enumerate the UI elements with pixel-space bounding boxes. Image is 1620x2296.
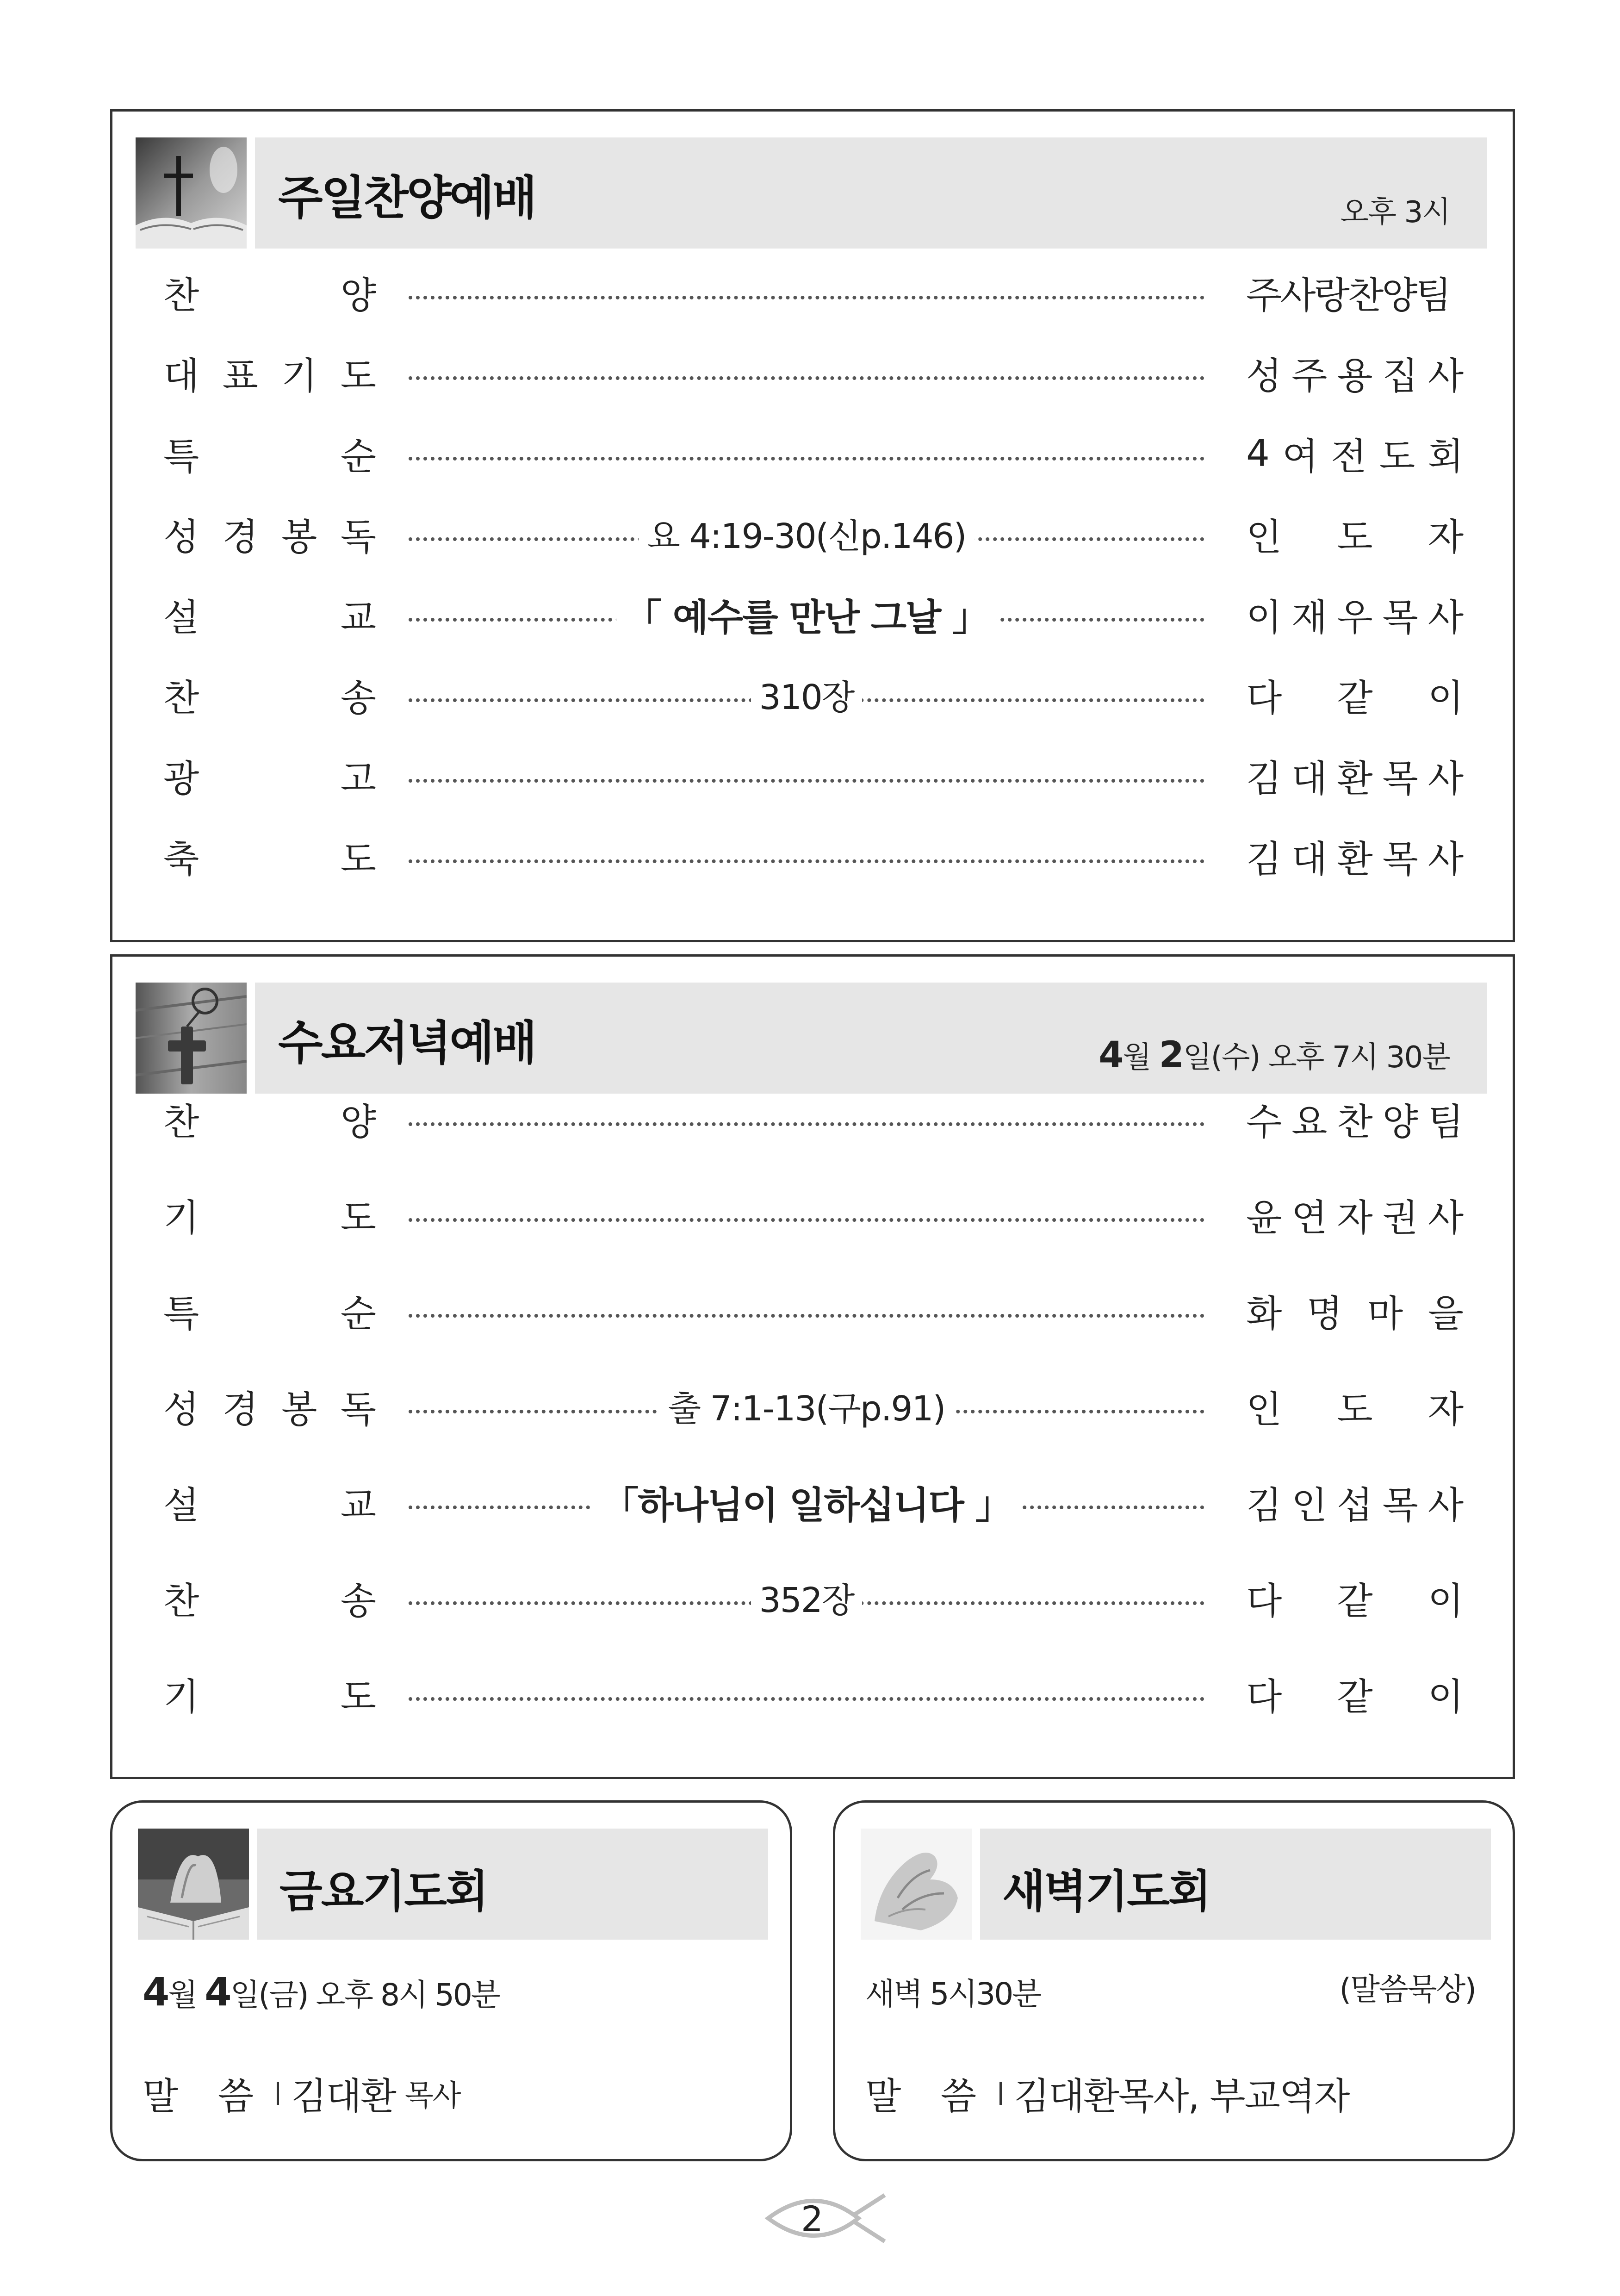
order-person-char: 자 — [1337, 1196, 1373, 1239]
order-person-char: 섭 — [1337, 1483, 1373, 1527]
divider-bar — [277, 2082, 279, 2105]
order-person-char: 환 — [1337, 837, 1373, 881]
order-person — [1246, 510, 1464, 557]
order-label-char: 순 — [340, 1292, 376, 1335]
rosary-cross-icon — [136, 983, 247, 1094]
order-person-char: 같 — [1337, 676, 1373, 720]
order-person-char: 연 — [1291, 1196, 1328, 1239]
order-row — [112, 752, 1513, 798]
order-person — [1246, 833, 1464, 879]
order-person-char: 사 — [1428, 596, 1464, 639]
friday-prayer-date — [143, 1969, 499, 2015]
order-person-char: 이 — [1246, 596, 1282, 639]
order-label-char: 특 — [163, 435, 199, 478]
order-detail-text: 352장 — [751, 1573, 863, 1622]
order-person-char: 주 — [1291, 354, 1328, 398]
sunday-service-title: 주일찬양예배 — [278, 171, 535, 225]
order-detail — [409, 1574, 1204, 1621]
order-label-char: 도 — [340, 1196, 376, 1239]
order-label — [163, 430, 376, 476]
order-person-char: 사 — [1428, 757, 1464, 800]
speaker-name: 김대환목사, 부교역자 — [1014, 2075, 1349, 2118]
order-detail — [409, 1383, 1204, 1429]
friday-prayer-header — [138, 1829, 768, 1940]
order-person-char: 김 — [1246, 757, 1282, 800]
order-detail-text: 310장 — [751, 670, 863, 719]
order-label-char: 교 — [340, 596, 376, 639]
order-person-char: 목 — [1382, 596, 1418, 639]
order-row — [112, 1479, 1513, 1525]
friday-month: 4 — [143, 1969, 168, 2015]
order-label-char: 봉 — [281, 515, 317, 559]
dawn-prayer-header — [861, 1829, 1491, 1940]
order-person-char: 집 — [1382, 354, 1418, 398]
order-label-char: 봉 — [281, 1388, 317, 1431]
order-person-char: 김 — [1246, 837, 1282, 881]
order-label-char: 설 — [163, 596, 199, 639]
dotted-leader — [409, 376, 1204, 380]
order-label-char: 도 — [340, 354, 376, 398]
order-label-char: 경 — [222, 1388, 258, 1431]
order-person — [1246, 1479, 1464, 1525]
order-row — [112, 1191, 1513, 1238]
page-number — [763, 2188, 888, 2248]
speaker-name: 김대환 — [291, 2075, 396, 2118]
order-row — [112, 1574, 1513, 1621]
order-person-char: 인 — [1246, 515, 1282, 559]
dotted-leader — [409, 457, 1204, 460]
order-label-char: 송 — [340, 676, 376, 720]
order-label-char: 송 — [340, 1579, 376, 1623]
wednesday-month: 4 — [1099, 1034, 1123, 1076]
order-person-char: 우 — [1337, 596, 1373, 639]
order-row — [112, 1095, 1513, 1142]
order-person-char: 다 — [1246, 676, 1282, 720]
order-person-char: 윤 — [1246, 1196, 1282, 1239]
dotted-leader — [409, 1122, 1204, 1126]
dawn-prayer-speaker — [865, 2066, 1349, 2120]
order-person — [1246, 591, 1464, 637]
wednesday-month-unit: 월 — [1123, 1040, 1159, 1075]
order-person-char: 양 — [1382, 1100, 1418, 1144]
dawn-prayer-title: 새벽기도회 — [1002, 1866, 1210, 1917]
order-label — [163, 510, 376, 557]
order-person-char: 같 — [1337, 1579, 1373, 1623]
dotted-leader — [409, 1314, 1204, 1318]
order-person-char: 전 — [1331, 435, 1367, 478]
order-label-char: 대 — [163, 354, 199, 398]
order-label-char: 찬 — [163, 1100, 199, 1144]
order-row — [112, 591, 1513, 637]
order-label — [163, 1383, 376, 1429]
order-label — [163, 1670, 376, 1717]
friday-prayer-title: 금요기도회 — [279, 1866, 487, 1917]
order-person-char: 목 — [1382, 837, 1418, 881]
friday-prayer-title-band — [257, 1829, 768, 1940]
friday-prayer-speaker — [143, 2066, 460, 2120]
wednesday-service-section — [110, 954, 1515, 1779]
order-label — [163, 833, 376, 879]
order-person-char: 명 — [1306, 1292, 1343, 1335]
order-label-char: 기 — [163, 1675, 199, 1718]
order-person-char: 대 — [1291, 837, 1328, 881]
praying-hands-bible-icon — [138, 1829, 249, 1940]
order-label-char: 찬 — [163, 676, 199, 720]
order-person — [1246, 1383, 1464, 1429]
order-person — [1246, 430, 1464, 476]
order-person — [1246, 269, 1464, 315]
divider-bar — [999, 2082, 1002, 2105]
order-detail — [409, 1479, 1204, 1525]
order-person-char: 재 — [1291, 596, 1328, 639]
sunday-service-header — [136, 137, 1487, 249]
order-label — [163, 591, 376, 637]
dotted-leader — [409, 1218, 1204, 1222]
order-person-char: 대 — [1291, 757, 1328, 800]
order-label — [163, 752, 376, 798]
order-person-char: 환 — [1337, 757, 1373, 800]
order-person-char: 마 — [1367, 1292, 1403, 1335]
order-person-char: 다 — [1246, 1579, 1282, 1623]
order-label — [163, 1095, 376, 1142]
order-person-char: 성 — [1246, 354, 1282, 398]
order-person-char: 요 — [1291, 1100, 1328, 1144]
order-row — [112, 1383, 1513, 1429]
order-label — [163, 269, 376, 315]
order-row — [112, 672, 1513, 718]
order-label-char: 고 — [340, 757, 376, 800]
order-label-char: 독 — [340, 515, 376, 559]
order-label-char: 표 — [222, 354, 258, 398]
order-detail-text: 「 예수를 만난 그날 」 — [616, 588, 997, 641]
order-label — [163, 672, 376, 718]
speaker-title: 목사 — [404, 2078, 460, 2113]
order-label-char: 교 — [340, 1483, 376, 1527]
order-label — [163, 349, 376, 396]
dotted-leader — [409, 1697, 1204, 1701]
order-person-char: 을 — [1428, 1292, 1464, 1335]
order-person-char: 이 — [1428, 1675, 1464, 1718]
order-label — [163, 1574, 376, 1621]
order-label-char: 성 — [163, 515, 199, 559]
order-detail — [409, 672, 1204, 718]
order-label-char: 독 — [340, 1388, 376, 1431]
order-person — [1246, 1670, 1464, 1717]
order-person-char: 사 — [1428, 354, 1464, 398]
order-row — [112, 349, 1513, 396]
order-row — [112, 833, 1513, 879]
order-person-char: 용 — [1337, 354, 1373, 398]
order-person-char: 다 — [1246, 1675, 1282, 1718]
page-number-text: 2 — [801, 2198, 824, 2240]
order-person-char: 도 — [1379, 435, 1415, 478]
praying-hands-icon — [861, 1829, 972, 1940]
order-detail-text: 요 4:19-30(신p.146) — [639, 509, 974, 558]
friday-prayer-box — [110, 1800, 792, 2161]
order-label — [163, 1287, 376, 1333]
order-person — [1246, 349, 1464, 396]
sunday-service-title-band — [255, 137, 1487, 249]
order-person-char: 자 — [1428, 1388, 1464, 1431]
order-row — [112, 1287, 1513, 1333]
order-detail — [409, 510, 1204, 557]
order-person-char: 권 — [1382, 1196, 1418, 1239]
order-person — [1246, 1574, 1464, 1621]
wednesday-time-rest: 일(수) 오후 7시 30분 — [1183, 1040, 1450, 1075]
order-person-char: 인 — [1246, 1388, 1282, 1431]
order-person-char: 목 — [1382, 1483, 1418, 1527]
order-person-char: 화 — [1246, 1292, 1282, 1335]
order-detail-text: 「하나님이 일하십니다 」 — [593, 1475, 1019, 1529]
order-person-char: 사 — [1428, 837, 1464, 881]
wednesday-service-title-band — [255, 983, 1487, 1094]
sunday-service-section — [110, 109, 1515, 942]
order-person-char: 자 — [1428, 515, 1464, 559]
order-person-char: 김 — [1246, 1483, 1282, 1527]
speaker-label: 말 씀 — [143, 2075, 267, 2118]
order-detail — [409, 591, 1204, 637]
wednesday-service-title: 수요저녁예배 — [278, 1016, 535, 1070]
order-person — [1246, 1095, 1464, 1142]
friday-date-rest: 일(금) 오후 8시 50분 — [230, 1977, 499, 2013]
order-label-char: 설 — [163, 1483, 199, 1527]
dawn-prayer-title-band — [980, 1829, 1491, 1940]
order-person — [1246, 1191, 1464, 1238]
order-label-char: 성 — [163, 1388, 199, 1431]
order-person-char: 이 — [1428, 676, 1464, 720]
dawn-prayer-box — [833, 1800, 1515, 2161]
order-person-char: 주사랑찬양팀 — [1246, 274, 1450, 317]
sunday-service-time: 오후 3시 — [1340, 195, 1450, 230]
order-person-char: 수 — [1246, 1100, 1282, 1144]
cross-candle-icon — [136, 137, 247, 249]
order-detail-text: 출 7:1-13(구p.91) — [660, 1381, 954, 1431]
order-label-char: 찬 — [163, 1579, 199, 1623]
dotted-leader — [409, 296, 1204, 299]
dawn-prayer-time: 새벽 5시30분 — [865, 1976, 1040, 2012]
order-label-char: 기 — [281, 354, 317, 398]
order-label — [163, 1479, 376, 1525]
order-label-char: 경 — [222, 515, 258, 559]
order-row — [112, 430, 1513, 476]
order-person-char: 도 — [1337, 515, 1373, 559]
order-label-char: 도 — [340, 837, 376, 881]
order-person-char: 이 — [1428, 1579, 1464, 1623]
order-person-char: 인 — [1291, 1483, 1328, 1527]
order-label-char: 도 — [340, 1675, 376, 1718]
order-row — [112, 1670, 1513, 1717]
wednesday-service-time — [1099, 1033, 1450, 1076]
speaker-label: 말 씀 — [865, 2075, 990, 2118]
dawn-prayer-note: (말씀묵상) — [1339, 1972, 1476, 2007]
dotted-leader — [409, 859, 1204, 863]
order-row — [112, 510, 1513, 557]
order-label-char: 찬 — [163, 274, 199, 317]
order-person-char: 팀 — [1428, 1100, 1464, 1144]
order-person-char: 사 — [1428, 1483, 1464, 1527]
order-person-char: 회 — [1428, 435, 1464, 478]
wednesday-day: 2 — [1159, 1034, 1183, 1076]
order-label-char: 양 — [340, 1100, 376, 1144]
order-person-char: 목 — [1382, 757, 1418, 800]
friday-month-unit: 월 — [168, 1977, 205, 2013]
order-person-char: 도 — [1337, 1388, 1373, 1431]
order-label-char: 축 — [163, 837, 199, 881]
order-label-char: 기 — [163, 1196, 199, 1239]
friday-day: 4 — [205, 1969, 230, 2015]
order-person-char: 찬 — [1337, 1100, 1373, 1144]
dotted-leader — [409, 779, 1204, 783]
order-person-char: 4 — [1246, 431, 1270, 475]
order-label-char: 순 — [340, 435, 376, 478]
order-person — [1246, 1287, 1464, 1333]
order-label — [163, 1191, 376, 1238]
order-label-char: 광 — [163, 757, 199, 800]
order-person — [1246, 752, 1464, 798]
order-person-char: 같 — [1337, 1675, 1373, 1718]
order-label-char: 특 — [163, 1292, 199, 1335]
order-row — [112, 269, 1513, 315]
wednesday-service-header — [136, 983, 1487, 1094]
order-label-char: 양 — [340, 274, 376, 317]
order-person-char: 여 — [1282, 435, 1318, 478]
order-person — [1246, 672, 1464, 718]
order-person-char: 사 — [1428, 1196, 1464, 1239]
